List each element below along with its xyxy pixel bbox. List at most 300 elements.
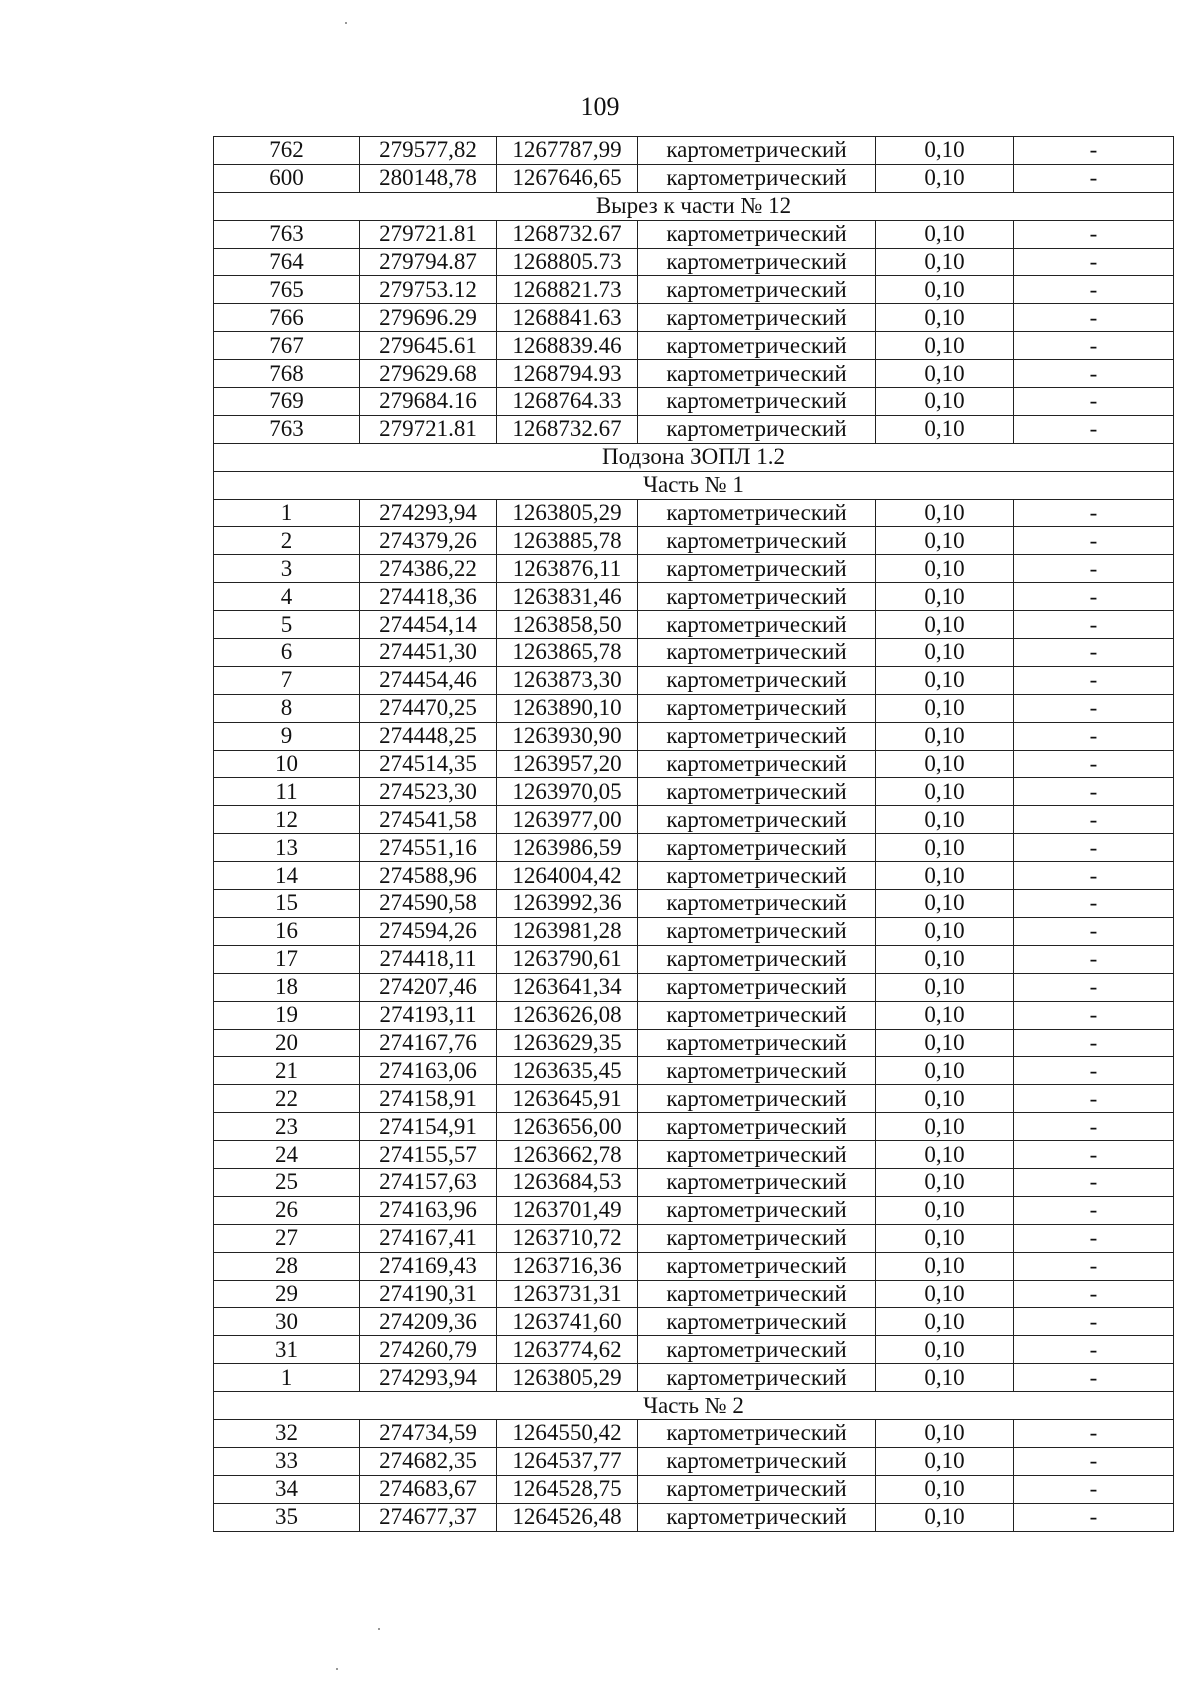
description-cell: -	[1014, 750, 1174, 778]
x-coordinate-cell: 274169,43	[360, 1252, 497, 1280]
x-coordinate-cell: 274379,26	[360, 527, 497, 555]
method-cell: картометрический	[638, 248, 876, 276]
table-row	[214, 862, 1174, 890]
description-cell: -	[1014, 917, 1174, 945]
method-cell: картометрический	[638, 1001, 876, 1029]
section-label: Вырез к части № 12	[214, 192, 1174, 220]
description-cell: -	[1014, 164, 1174, 192]
point-number-cell: 24	[214, 1141, 360, 1169]
point-number-cell: 9	[214, 722, 360, 750]
scan-speck	[378, 1628, 380, 1630]
table-row	[214, 722, 1174, 750]
point-number-cell: 4	[214, 583, 360, 611]
method-cell: картометрический	[638, 1252, 876, 1280]
y-coordinate-cell: 1263957,20	[497, 750, 638, 778]
table-row	[214, 945, 1174, 973]
accuracy-cell: 0,10	[876, 834, 1014, 862]
x-coordinate-cell: 279753.12	[360, 276, 497, 304]
point-number-cell: 7	[214, 666, 360, 694]
accuracy-cell: 0,10	[876, 611, 1014, 639]
method-cell: картометрический	[638, 973, 876, 1001]
y-coordinate-cell: 1263865,78	[497, 639, 638, 667]
point-number-cell: 1	[214, 1364, 360, 1392]
y-coordinate-cell: 1264004,42	[497, 862, 638, 890]
y-coordinate-cell: 1263684,53	[497, 1168, 638, 1196]
x-coordinate-cell: 274386,22	[360, 555, 497, 583]
x-coordinate-cell: 274454,46	[360, 666, 497, 694]
description-cell: -	[1014, 1308, 1174, 1336]
x-coordinate-cell: 274448,25	[360, 722, 497, 750]
method-cell: картометрический	[638, 1280, 876, 1308]
scan-speck	[345, 22, 347, 24]
description-cell: -	[1014, 1419, 1174, 1447]
method-cell: картометрический	[638, 1085, 876, 1113]
table-row	[214, 1475, 1174, 1503]
accuracy-cell: 0,10	[876, 778, 1014, 806]
x-coordinate-cell: 274683,67	[360, 1475, 497, 1503]
method-cell: картометрический	[638, 1503, 876, 1531]
description-cell: -	[1014, 304, 1174, 332]
accuracy-cell: 0,10	[876, 1168, 1014, 1196]
description-cell: -	[1014, 1280, 1174, 1308]
x-coordinate-cell: 274682,35	[360, 1447, 497, 1475]
accuracy-cell: 0,10	[876, 1280, 1014, 1308]
accuracy-cell: 0,10	[876, 639, 1014, 667]
description-cell: -	[1014, 639, 1174, 667]
accuracy-cell: 0,10	[876, 1029, 1014, 1057]
accuracy-cell: 0,10	[876, 248, 1014, 276]
table-row	[214, 694, 1174, 722]
description-cell: -	[1014, 1475, 1174, 1503]
section-header-row	[214, 443, 1174, 471]
accuracy-cell: 0,10	[876, 666, 1014, 694]
y-coordinate-cell: 1263741,60	[497, 1308, 638, 1336]
y-coordinate-cell: 1263774,62	[497, 1336, 638, 1364]
table-row	[214, 1001, 1174, 1029]
description-cell: -	[1014, 137, 1174, 165]
table-row	[214, 137, 1174, 165]
y-coordinate-cell: 1263662,78	[497, 1141, 638, 1169]
y-coordinate-cell: 1264526,48	[497, 1503, 638, 1531]
x-coordinate-cell: 274154,91	[360, 1113, 497, 1141]
accuracy-cell: 0,10	[876, 499, 1014, 527]
y-coordinate-cell: 1263873,30	[497, 666, 638, 694]
table-row	[214, 973, 1174, 1001]
table-row	[214, 611, 1174, 639]
x-coordinate-cell: 279794.87	[360, 248, 497, 276]
description-cell: -	[1014, 694, 1174, 722]
x-coordinate-cell: 274454,14	[360, 611, 497, 639]
description-cell: -	[1014, 1503, 1174, 1531]
y-coordinate-cell: 1263992,36	[497, 890, 638, 918]
accuracy-cell: 0,10	[876, 1308, 1014, 1336]
x-coordinate-cell: 279577,82	[360, 137, 497, 165]
accuracy-cell: 0,10	[876, 1141, 1014, 1169]
table-row	[214, 1141, 1174, 1169]
accuracy-cell: 0,10	[876, 722, 1014, 750]
description-cell: -	[1014, 1001, 1174, 1029]
x-coordinate-cell: 279721.81	[360, 220, 497, 248]
method-cell: картометрический	[638, 1419, 876, 1447]
x-coordinate-cell: 274514,35	[360, 750, 497, 778]
y-coordinate-cell: 1263701,49	[497, 1196, 638, 1224]
description-cell: -	[1014, 220, 1174, 248]
method-cell: картометрический	[638, 527, 876, 555]
accuracy-cell: 0,10	[876, 890, 1014, 918]
y-coordinate-cell: 1263790,61	[497, 945, 638, 973]
point-number-cell: 30	[214, 1308, 360, 1336]
method-cell: картометрический	[638, 666, 876, 694]
point-number-cell: 10	[214, 750, 360, 778]
description-cell: -	[1014, 1168, 1174, 1196]
x-coordinate-cell: 274523,30	[360, 778, 497, 806]
point-number-cell: 1	[214, 499, 360, 527]
y-coordinate-cell: 1263805,29	[497, 499, 638, 527]
description-cell: -	[1014, 360, 1174, 388]
method-cell: картометрический	[638, 388, 876, 416]
accuracy-cell: 0,10	[876, 583, 1014, 611]
description-cell: -	[1014, 945, 1174, 973]
table-row	[214, 1224, 1174, 1252]
point-number-cell: 11	[214, 778, 360, 806]
method-cell: картометрический	[638, 1475, 876, 1503]
table-row	[214, 1447, 1174, 1475]
method-cell: картометрический	[638, 945, 876, 973]
accuracy-cell: 0,10	[876, 1419, 1014, 1447]
table-row	[214, 750, 1174, 778]
section-label: Часть № 1	[214, 471, 1174, 499]
description-cell: -	[1014, 890, 1174, 918]
method-cell: картометрический	[638, 137, 876, 165]
accuracy-cell: 0,10	[876, 164, 1014, 192]
method-cell: картометрический	[638, 806, 876, 834]
table-row	[214, 666, 1174, 694]
description-cell: -	[1014, 806, 1174, 834]
accuracy-cell: 0,10	[876, 1113, 1014, 1141]
table-row	[214, 890, 1174, 918]
x-coordinate-cell: 279721.81	[360, 415, 497, 443]
point-number-cell: 22	[214, 1085, 360, 1113]
x-coordinate-cell: 274677,37	[360, 1503, 497, 1531]
accuracy-cell: 0,10	[876, 694, 1014, 722]
method-cell: картометрический	[638, 1113, 876, 1141]
table-row	[214, 220, 1174, 248]
description-cell: -	[1014, 1224, 1174, 1252]
description-cell: -	[1014, 1364, 1174, 1392]
accuracy-cell: 0,10	[876, 415, 1014, 443]
table-row	[214, 639, 1174, 667]
y-coordinate-cell: 1264528,75	[497, 1475, 638, 1503]
x-coordinate-cell: 274158,91	[360, 1085, 497, 1113]
method-cell: картометрический	[638, 1336, 876, 1364]
point-number-cell: 33	[214, 1447, 360, 1475]
description-cell: -	[1014, 834, 1174, 862]
method-cell: картометрический	[638, 415, 876, 443]
scan-speck	[336, 1668, 338, 1670]
accuracy-cell: 0,10	[876, 862, 1014, 890]
point-number-cell: 14	[214, 862, 360, 890]
point-number-cell: 17	[214, 945, 360, 973]
method-cell: картометрический	[638, 750, 876, 778]
method-cell: картометрический	[638, 555, 876, 583]
y-coordinate-cell: 1263731,31	[497, 1280, 638, 1308]
accuracy-cell: 0,10	[876, 1364, 1014, 1392]
table-row	[214, 248, 1174, 276]
accuracy-cell: 0,10	[876, 945, 1014, 973]
table-row	[214, 332, 1174, 360]
table-row	[214, 360, 1174, 388]
accuracy-cell: 0,10	[876, 388, 1014, 416]
x-coordinate-cell: 274470,25	[360, 694, 497, 722]
table-row	[214, 806, 1174, 834]
y-coordinate-cell: 1268794.93	[497, 360, 638, 388]
accuracy-cell: 0,10	[876, 332, 1014, 360]
y-coordinate-cell: 1263876,11	[497, 555, 638, 583]
method-cell: картометрический	[638, 164, 876, 192]
table-row	[214, 1113, 1174, 1141]
x-coordinate-cell: 274167,41	[360, 1224, 497, 1252]
table-row	[214, 778, 1174, 806]
y-coordinate-cell: 1263645,91	[497, 1085, 638, 1113]
x-coordinate-cell: 274293,94	[360, 1364, 497, 1392]
section-label: Часть № 2	[214, 1392, 1174, 1420]
accuracy-cell: 0,10	[876, 1224, 1014, 1252]
page-number: 109	[580, 92, 620, 121]
point-number-cell: 15	[214, 890, 360, 918]
method-cell: картометрический	[638, 499, 876, 527]
x-coordinate-cell: 274594,26	[360, 917, 497, 945]
table-row	[214, 388, 1174, 416]
method-cell: картометрический	[638, 890, 876, 918]
point-number-cell: 769	[214, 388, 360, 416]
description-cell: -	[1014, 722, 1174, 750]
section-label: Подзона ЗОПЛ 1.2	[214, 443, 1174, 471]
table-row	[214, 583, 1174, 611]
description-cell: -	[1014, 1141, 1174, 1169]
point-number-cell: 21	[214, 1057, 360, 1085]
y-coordinate-cell: 1263626,08	[497, 1001, 638, 1029]
table-row	[214, 1196, 1174, 1224]
description-cell: -	[1014, 611, 1174, 639]
description-cell: -	[1014, 666, 1174, 694]
y-coordinate-cell: 1263970,05	[497, 778, 638, 806]
table-row	[214, 834, 1174, 862]
y-coordinate-cell: 1267787,99	[497, 137, 638, 165]
method-cell: картометрический	[638, 611, 876, 639]
y-coordinate-cell: 1264550,42	[497, 1419, 638, 1447]
description-cell: -	[1014, 1196, 1174, 1224]
method-cell: картометрический	[638, 583, 876, 611]
x-coordinate-cell: 274418,36	[360, 583, 497, 611]
method-cell: картометрический	[638, 639, 876, 667]
method-cell: картометрический	[638, 778, 876, 806]
point-number-cell: 12	[214, 806, 360, 834]
method-cell: картометрический	[638, 220, 876, 248]
y-coordinate-cell: 1263656,00	[497, 1113, 638, 1141]
x-coordinate-cell: 274734,59	[360, 1419, 497, 1447]
point-number-cell: 18	[214, 973, 360, 1001]
y-coordinate-cell: 1263831,46	[497, 583, 638, 611]
method-cell: картометрический	[638, 1447, 876, 1475]
description-cell: -	[1014, 862, 1174, 890]
table-row	[214, 1057, 1174, 1085]
table-row	[214, 917, 1174, 945]
x-coordinate-cell: 274163,06	[360, 1057, 497, 1085]
point-number-cell: 13	[214, 834, 360, 862]
point-number-cell: 3	[214, 555, 360, 583]
point-number-cell: 31	[214, 1336, 360, 1364]
method-cell: картометрический	[638, 1308, 876, 1336]
point-number-cell: 762	[214, 137, 360, 165]
x-coordinate-cell: 279684.16	[360, 388, 497, 416]
table-row	[214, 164, 1174, 192]
point-number-cell: 767	[214, 332, 360, 360]
description-cell: -	[1014, 973, 1174, 1001]
accuracy-cell: 0,10	[876, 1447, 1014, 1475]
accuracy-cell: 0,10	[876, 220, 1014, 248]
y-coordinate-cell: 1263930,90	[497, 722, 638, 750]
accuracy-cell: 0,10	[876, 555, 1014, 583]
point-number-cell: 5	[214, 611, 360, 639]
x-coordinate-cell: 274541,58	[360, 806, 497, 834]
accuracy-cell: 0,10	[876, 1503, 1014, 1531]
y-coordinate-cell: 1263858,50	[497, 611, 638, 639]
table-row	[214, 1364, 1174, 1392]
y-coordinate-cell: 1268732.67	[497, 415, 638, 443]
x-coordinate-cell: 279645.61	[360, 332, 497, 360]
accuracy-cell: 0,10	[876, 973, 1014, 1001]
point-number-cell: 6	[214, 639, 360, 667]
y-coordinate-cell: 1263986,59	[497, 834, 638, 862]
point-number-cell: 768	[214, 360, 360, 388]
table-row	[214, 1419, 1174, 1447]
point-number-cell: 27	[214, 1224, 360, 1252]
x-coordinate-cell: 274207,46	[360, 973, 497, 1001]
table-row	[214, 1168, 1174, 1196]
point-number-cell: 8	[214, 694, 360, 722]
method-cell: картометрический	[638, 1364, 876, 1392]
accuracy-cell: 0,10	[876, 1336, 1014, 1364]
y-coordinate-cell: 1268839.46	[497, 332, 638, 360]
y-coordinate-cell: 1268805.73	[497, 248, 638, 276]
x-coordinate-cell: 274163,96	[360, 1196, 497, 1224]
accuracy-cell: 0,10	[876, 360, 1014, 388]
point-number-cell: 23	[214, 1113, 360, 1141]
description-cell: -	[1014, 583, 1174, 611]
accuracy-cell: 0,10	[876, 917, 1014, 945]
x-coordinate-cell: 280148,78	[360, 164, 497, 192]
description-cell: -	[1014, 388, 1174, 416]
x-coordinate-cell: 274418,11	[360, 945, 497, 973]
table-row	[214, 1085, 1174, 1113]
method-cell: картометрический	[638, 1224, 876, 1252]
point-number-cell: 764	[214, 248, 360, 276]
method-cell: картометрический	[638, 304, 876, 332]
table-row	[214, 1252, 1174, 1280]
method-cell: картометрический	[638, 722, 876, 750]
description-cell: -	[1014, 527, 1174, 555]
y-coordinate-cell: 1263629,35	[497, 1029, 638, 1057]
accuracy-cell: 0,10	[876, 806, 1014, 834]
description-cell: -	[1014, 276, 1174, 304]
table-row	[214, 415, 1174, 443]
method-cell: картометрический	[638, 1196, 876, 1224]
description-cell: -	[1014, 1085, 1174, 1113]
table-row	[214, 1503, 1174, 1531]
description-cell: -	[1014, 778, 1174, 806]
section-header-row	[214, 1392, 1174, 1420]
point-number-cell: 32	[214, 1419, 360, 1447]
method-cell: картометрический	[638, 1141, 876, 1169]
x-coordinate-cell: 274588,96	[360, 862, 497, 890]
table-row	[214, 304, 1174, 332]
x-coordinate-cell: 274293,94	[360, 499, 497, 527]
x-coordinate-cell: 279629.68	[360, 360, 497, 388]
description-cell: -	[1014, 415, 1174, 443]
accuracy-cell: 0,10	[876, 304, 1014, 332]
x-coordinate-cell: 274260,79	[360, 1336, 497, 1364]
y-coordinate-cell: 1263890,10	[497, 694, 638, 722]
accuracy-cell: 0,10	[876, 1001, 1014, 1029]
description-cell: -	[1014, 1336, 1174, 1364]
y-coordinate-cell: 1268841.63	[497, 304, 638, 332]
y-coordinate-cell: 1263716,36	[497, 1252, 638, 1280]
y-coordinate-cell: 1264537,77	[497, 1447, 638, 1475]
point-number-cell: 765	[214, 276, 360, 304]
x-coordinate-cell: 274209,36	[360, 1308, 497, 1336]
method-cell: картометрический	[638, 1029, 876, 1057]
y-coordinate-cell: 1263710,72	[497, 1224, 638, 1252]
description-cell: -	[1014, 1057, 1174, 1085]
x-coordinate-cell: 274157,63	[360, 1168, 497, 1196]
accuracy-cell: 0,10	[876, 1196, 1014, 1224]
method-cell: картометрический	[638, 1057, 876, 1085]
accuracy-cell: 0,10	[876, 1057, 1014, 1085]
description-cell: -	[1014, 1113, 1174, 1141]
accuracy-cell: 0,10	[876, 137, 1014, 165]
point-number-cell: 600	[214, 164, 360, 192]
description-cell: -	[1014, 332, 1174, 360]
accuracy-cell: 0,10	[876, 750, 1014, 778]
x-coordinate-cell: 274167,76	[360, 1029, 497, 1057]
x-coordinate-cell: 274193,11	[360, 1001, 497, 1029]
table-row	[214, 276, 1174, 304]
section-header-row	[214, 192, 1174, 220]
y-coordinate-cell: 1268764.33	[497, 388, 638, 416]
point-number-cell: 766	[214, 304, 360, 332]
point-number-cell: 29	[214, 1280, 360, 1308]
method-cell: картометрический	[638, 276, 876, 304]
x-coordinate-cell: 274551,16	[360, 834, 497, 862]
y-coordinate-cell: 1263981,28	[497, 917, 638, 945]
description-cell: -	[1014, 1447, 1174, 1475]
table-row	[214, 1280, 1174, 1308]
description-cell: -	[1014, 248, 1174, 276]
y-coordinate-cell: 1268821.73	[497, 276, 638, 304]
point-number-cell: 20	[214, 1029, 360, 1057]
point-number-cell: 26	[214, 1196, 360, 1224]
x-coordinate-cell: 279696.29	[360, 304, 497, 332]
point-number-cell: 25	[214, 1168, 360, 1196]
method-cell: картометрический	[638, 332, 876, 360]
table-row	[214, 1336, 1174, 1364]
point-number-cell: 28	[214, 1252, 360, 1280]
accuracy-cell: 0,10	[876, 1085, 1014, 1113]
y-coordinate-cell: 1263885,78	[497, 527, 638, 555]
y-coordinate-cell: 1263641,34	[497, 973, 638, 1001]
y-coordinate-cell: 1263635,45	[497, 1057, 638, 1085]
table-row	[214, 527, 1174, 555]
